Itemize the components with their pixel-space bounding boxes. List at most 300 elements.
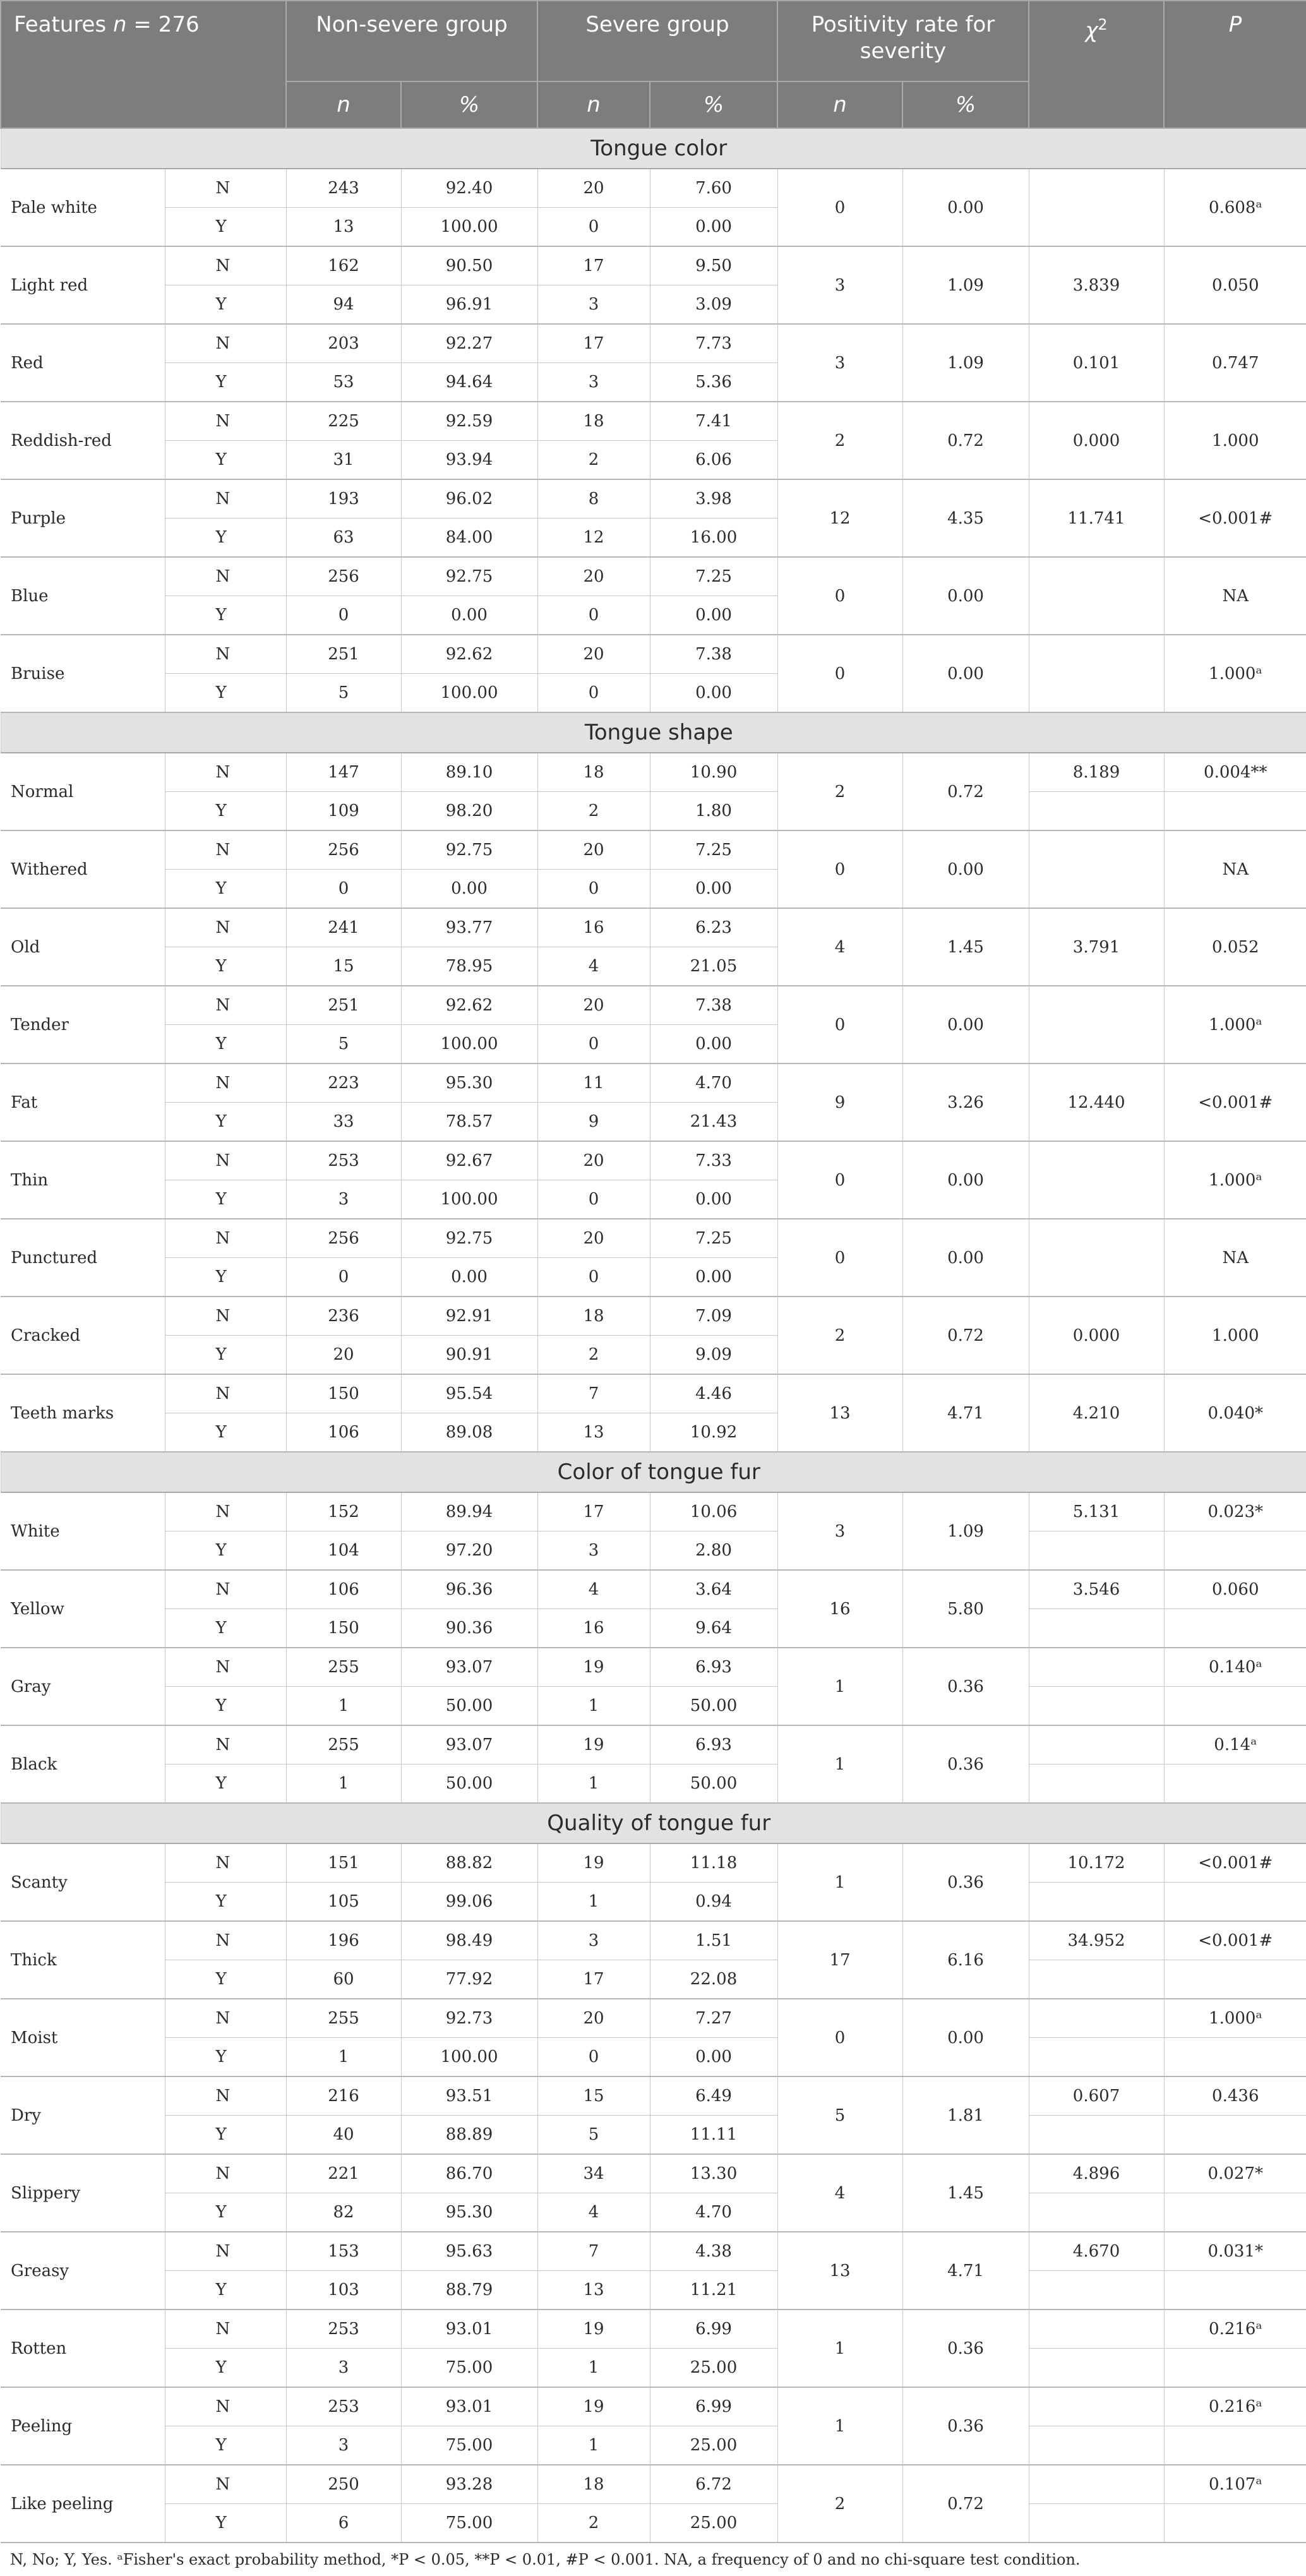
positivity-pct: 0.00 <box>902 830 1029 908</box>
value-cell: 95.30 <box>401 1063 537 1103</box>
positivity-pct: 0.36 <box>902 1725 1029 1803</box>
table-row <box>1 2349 1306 2388</box>
positivity-n: 9 <box>777 1063 902 1141</box>
feature-name: Teeth marks <box>1 1374 165 1452</box>
value-cell: 100.00 <box>401 1180 537 1219</box>
value-cell: 20 <box>537 169 650 208</box>
value-cell: 3 <box>537 1921 650 1960</box>
table-row <box>1 1764 1306 1804</box>
positivity-pct: 1.45 <box>902 2154 1029 2232</box>
p-value: 0.436 <box>1164 2076 1306 2116</box>
positivity-pct: 0.72 <box>902 402 1029 479</box>
value-cell: 221 <box>286 2154 401 2193</box>
value-cell: 0 <box>286 870 401 909</box>
positivity-n: 4 <box>777 908 902 986</box>
positivity-n: 1 <box>777 2309 902 2387</box>
feature-name: Light red <box>1 246 165 324</box>
answer-label: N <box>165 1063 286 1103</box>
value-cell: 4.70 <box>650 2193 777 2232</box>
answer-label: Y <box>165 1258 286 1297</box>
positivity-pct: 4.35 <box>902 479 1029 557</box>
value-cell: 0 <box>537 674 650 713</box>
value-cell: 3 <box>537 285 650 325</box>
feature-name: Pale white <box>1 169 165 246</box>
table-row <box>1 1063 1306 1103</box>
positivity-pct: 1.81 <box>902 2076 1029 2154</box>
chi2-value: 8.189 <box>1029 753 1164 792</box>
feature-name: Punctured <box>1 1219 165 1297</box>
empty-cell <box>1164 1764 1306 1804</box>
chi2-value <box>1029 1648 1164 1687</box>
empty-cell <box>1164 1687 1306 1726</box>
value-cell: 3 <box>286 1180 401 1219</box>
empty-cell <box>1029 2193 1164 2232</box>
value-cell: 17 <box>537 324 650 363</box>
value-cell: 7.73 <box>650 324 777 363</box>
empty-cell <box>1164 2426 1306 2465</box>
value-cell: 20 <box>537 986 650 1025</box>
value-cell: 0 <box>537 1258 650 1297</box>
table-row <box>1 246 1306 285</box>
positivity-n: 1 <box>777 1725 902 1803</box>
section-row <box>1 712 1306 753</box>
section-title: Tongue color <box>1 128 1306 169</box>
table-row <box>1 1492 1306 1531</box>
value-cell: 16.00 <box>650 518 777 558</box>
table-row <box>1 2193 1306 2232</box>
value-cell: 0 <box>537 1180 650 1219</box>
chi2-value <box>1029 2387 1164 2426</box>
value-cell: 50.00 <box>401 1764 537 1804</box>
answer-label: Y <box>165 1103 286 1142</box>
p-value: 0.107ᵃ <box>1164 2465 1306 2504</box>
table-row <box>1 1141 1306 1180</box>
answer-label: N <box>165 1219 286 1258</box>
value-cell: 40 <box>286 2116 401 2155</box>
value-cell: 19 <box>537 1725 650 1764</box>
positivity-n: 2 <box>777 753 902 830</box>
answer-label: N <box>165 1141 286 1180</box>
answer-label: Y <box>165 2193 286 2232</box>
positivity-n: 0 <box>777 635 902 712</box>
positivity-n: 0 <box>777 1141 902 1219</box>
table-footnote: N, No; Y, Yes. ᵃFisher's exact probability method, *P < 0.05, **P < 0.01, #P < 0.001. NA, a frequency of 0 and no chi-square test condition. <box>10 2551 1081 2568</box>
value-cell: 99.06 <box>401 1883 537 1922</box>
empty-cell <box>1029 792 1164 831</box>
value-cell: 15 <box>537 2076 650 2116</box>
value-cell: 4 <box>537 947 650 986</box>
value-cell: 0.00 <box>401 1258 537 1297</box>
value-cell: 20 <box>537 557 650 596</box>
value-cell: 2 <box>537 792 650 831</box>
value-cell: 34 <box>537 2154 650 2193</box>
positivity-n: 0 <box>777 1999 902 2076</box>
positivity-pct: 0.00 <box>902 1999 1029 2076</box>
value-cell: 100.00 <box>401 1025 537 1064</box>
value-cell: 93.07 <box>401 1725 537 1764</box>
feature-name: Purple <box>1 479 165 557</box>
value-cell: 92.75 <box>401 830 537 870</box>
subheader-cell: n <box>777 81 902 128</box>
header-positivity-rate: Positivity rate for severity <box>777 1 1029 81</box>
section-title: Tongue shape <box>1 712 1306 753</box>
value-cell: 250 <box>286 2465 401 2504</box>
answer-label: N <box>165 246 286 285</box>
value-cell: 0 <box>286 1258 401 1297</box>
p-value: 1.000ᵃ <box>1164 1999 1306 2038</box>
feature-name: Reddish-red <box>1 402 165 479</box>
value-cell: 17 <box>537 1960 650 1999</box>
value-cell: 7.09 <box>650 1297 777 1336</box>
p-value: <0.001# <box>1164 1843 1306 1883</box>
empty-cell <box>1029 1883 1164 1922</box>
positivity-pct: 4.71 <box>902 1374 1029 1452</box>
p-value: 0.216ᵃ <box>1164 2309 1306 2349</box>
header-chi-symbol: χ <box>1085 18 1098 44</box>
value-cell: 93.07 <box>401 1648 537 1687</box>
table-row <box>1 479 1306 518</box>
p-value: 0.050 <box>1164 246 1306 324</box>
value-cell: 16 <box>537 1609 650 1648</box>
value-cell: 7.60 <box>650 169 777 208</box>
value-cell: 0 <box>537 1025 650 1064</box>
table-row <box>1 1648 1306 1687</box>
positivity-n: 2 <box>777 402 902 479</box>
value-cell: 0.00 <box>401 596 537 635</box>
feature-name: Tender <box>1 986 165 1063</box>
value-cell: 75.00 <box>401 2504 537 2543</box>
answer-label: Y <box>165 674 286 713</box>
value-cell: 20 <box>537 1141 650 1180</box>
value-cell: 22.08 <box>650 1960 777 1999</box>
table-row <box>1 1883 1306 1922</box>
value-cell: 151 <box>286 1843 401 1883</box>
table-body <box>1 128 1306 2543</box>
chi2-value <box>1029 1219 1164 1297</box>
value-cell: 109 <box>286 792 401 831</box>
value-cell: 15 <box>286 947 401 986</box>
empty-cell <box>1164 2193 1306 2232</box>
value-cell: 89.08 <box>401 1413 537 1453</box>
table-row <box>1 324 1306 363</box>
answer-label: Y <box>165 1531 286 1571</box>
chi2-value: 3.839 <box>1029 246 1164 324</box>
feature-name: Fat <box>1 1063 165 1141</box>
empty-cell <box>1164 2349 1306 2388</box>
value-cell: 92.62 <box>401 635 537 674</box>
value-cell: 3 <box>286 2349 401 2388</box>
positivity-n: 0 <box>777 830 902 908</box>
value-cell: 94.64 <box>401 363 537 402</box>
value-cell: 203 <box>286 324 401 363</box>
value-cell: 50.00 <box>650 1687 777 1726</box>
value-cell: 5 <box>286 674 401 713</box>
value-cell: 92.62 <box>401 986 537 1025</box>
table-row <box>1 908 1306 947</box>
positivity-pct: 1.09 <box>902 324 1029 402</box>
answer-label: Y <box>165 1609 286 1648</box>
value-cell: 63 <box>286 518 401 558</box>
feature-name: Yellow <box>1 1570 165 1648</box>
value-cell: 255 <box>286 1648 401 1687</box>
answer-label: N <box>165 2309 286 2349</box>
value-cell: 162 <box>286 246 401 285</box>
table-row <box>1 1374 1306 1413</box>
value-cell: 11.21 <box>650 2271 777 2310</box>
p-value: 0.747 <box>1164 324 1306 402</box>
chi2-value <box>1029 1999 1164 2038</box>
value-cell: 4.38 <box>650 2232 777 2271</box>
value-cell: 13.30 <box>650 2154 777 2193</box>
value-cell: 0 <box>537 870 650 909</box>
answer-label: Y <box>165 1960 286 1999</box>
value-cell: 7 <box>537 2232 650 2271</box>
feature-name: Bruise <box>1 635 165 712</box>
value-cell: 20 <box>537 635 650 674</box>
chi2-value: 4.210 <box>1029 1374 1164 1452</box>
chi2-value: 4.670 <box>1029 2232 1164 2271</box>
feature-name: Dry <box>1 2076 165 2154</box>
table-row <box>1 557 1306 596</box>
value-cell: 1.51 <box>650 1921 777 1960</box>
feature-name: Old <box>1 908 165 986</box>
chi2-value <box>1029 169 1164 246</box>
positivity-n: 2 <box>777 1297 902 1374</box>
positivity-n: 3 <box>777 246 902 324</box>
value-cell: 6.72 <box>650 2465 777 2504</box>
positivity-n: 0 <box>777 557 902 635</box>
value-cell: 9.64 <box>650 1609 777 1648</box>
value-cell: 0.00 <box>650 1025 777 1064</box>
value-cell: 31 <box>286 441 401 480</box>
positivity-pct: 5.80 <box>902 1570 1029 1648</box>
answer-label: N <box>165 2154 286 2193</box>
positivity-n: 3 <box>777 1492 902 1570</box>
value-cell: 223 <box>286 1063 401 1103</box>
value-cell: 3.09 <box>650 285 777 325</box>
value-cell: 25.00 <box>650 2349 777 2388</box>
value-cell: 60 <box>286 1960 401 1999</box>
value-cell: 4 <box>537 2193 650 2232</box>
empty-cell <box>1164 2504 1306 2543</box>
p-value: 0.060 <box>1164 1570 1306 1609</box>
subheader-cell: n <box>286 81 401 128</box>
answer-label: N <box>165 2465 286 2504</box>
value-cell: 11.18 <box>650 1843 777 1883</box>
value-cell: 6.23 <box>650 908 777 947</box>
value-cell: 0.00 <box>650 2038 777 2077</box>
value-cell: 255 <box>286 1725 401 1764</box>
value-cell: 89.10 <box>401 753 537 792</box>
answer-label: Y <box>165 792 286 831</box>
chi2-value: 11.741 <box>1029 479 1164 557</box>
value-cell: 1 <box>537 1883 650 1922</box>
table-row <box>1 2504 1306 2543</box>
value-cell: 3.98 <box>650 479 777 518</box>
answer-label: Y <box>165 1025 286 1064</box>
value-cell: 0 <box>537 596 650 635</box>
positivity-n: 0 <box>777 986 902 1063</box>
chi2-value: 0.607 <box>1029 2076 1164 2116</box>
table-row <box>1 2309 1306 2349</box>
positivity-pct: 0.00 <box>902 635 1029 712</box>
answer-label: N <box>165 2076 286 2116</box>
value-cell: 93.01 <box>401 2387 537 2426</box>
chi2-value: 5.131 <box>1029 1492 1164 1531</box>
value-cell: 19 <box>537 2309 650 2349</box>
value-cell: 18 <box>537 753 650 792</box>
chi2-value: 0.000 <box>1029 1297 1164 1374</box>
value-cell: 0 <box>537 2038 650 2077</box>
positivity-pct: 0.00 <box>902 1219 1029 1297</box>
positivity-pct: 0.00 <box>902 169 1029 246</box>
positivity-pct: 0.72 <box>902 1297 1029 1374</box>
empty-cell <box>1029 1687 1164 1726</box>
value-cell: 96.91 <box>401 285 537 325</box>
header-chi-sup: 2 <box>1098 16 1108 33</box>
p-value: 0.031* <box>1164 2232 1306 2271</box>
positivity-pct: 1.09 <box>902 1492 1029 1570</box>
feature-name: Thick <box>1 1921 165 1999</box>
value-cell: 9 <box>537 1103 650 1142</box>
value-cell: 196 <box>286 1921 401 1960</box>
empty-cell <box>1164 2271 1306 2310</box>
feature-name: Greasy <box>1 2232 165 2309</box>
value-cell: 255 <box>286 1999 401 2038</box>
value-cell: 0.00 <box>401 870 537 909</box>
answer-label: Y <box>165 947 286 986</box>
section-row <box>1 1803 1306 1843</box>
header-non-severe-group: Non-severe group <box>286 1 537 81</box>
feature-name: Scanty <box>1 1843 165 1921</box>
value-cell: 92.59 <box>401 402 537 441</box>
feature-name: Withered <box>1 830 165 908</box>
answer-label: N <box>165 2232 286 2271</box>
value-cell: 95.30 <box>401 2193 537 2232</box>
answer-label: N <box>165 1297 286 1336</box>
positivity-pct: 1.45 <box>902 908 1029 986</box>
value-cell: 3 <box>537 363 650 402</box>
chi2-value <box>1029 557 1164 635</box>
chi2-value <box>1029 830 1164 908</box>
value-cell: 7.27 <box>650 1999 777 2038</box>
value-cell: 92.73 <box>401 1999 537 2038</box>
value-cell: 7.38 <box>650 635 777 674</box>
value-cell: 152 <box>286 1492 401 1531</box>
table-row <box>1 2232 1306 2271</box>
empty-cell <box>1164 1883 1306 1922</box>
value-cell: 104 <box>286 1531 401 1571</box>
feature-name: Thin <box>1 1141 165 1219</box>
answer-label: Y <box>165 1180 286 1219</box>
p-value: 0.140ᵃ <box>1164 1648 1306 1687</box>
value-cell: 216 <box>286 2076 401 2116</box>
value-cell: 78.95 <box>401 947 537 986</box>
value-cell: 253 <box>286 1141 401 1180</box>
value-cell: 84.00 <box>401 518 537 558</box>
value-cell: 33 <box>286 1103 401 1142</box>
value-cell: 92.67 <box>401 1141 537 1180</box>
positivity-n: 17 <box>777 1921 902 1999</box>
value-cell: 5.36 <box>650 363 777 402</box>
value-cell: 13 <box>537 2271 650 2310</box>
value-cell: 251 <box>286 986 401 1025</box>
value-cell: 92.91 <box>401 1297 537 1336</box>
feature-name: White <box>1 1492 165 1570</box>
answer-label: N <box>165 1725 286 1764</box>
value-cell: 95.63 <box>401 2232 537 2271</box>
value-cell: 7.25 <box>650 1219 777 1258</box>
positivity-pct: 0.36 <box>902 2387 1029 2465</box>
p-value: 1.000ᵃ <box>1164 1141 1306 1219</box>
p-value: 0.052 <box>1164 908 1306 986</box>
answer-label: Y <box>165 596 286 635</box>
value-cell: 1 <box>537 2426 650 2465</box>
table-row <box>1 1570 1306 1609</box>
value-cell: 241 <box>286 908 401 947</box>
chi2-value: 3.546 <box>1029 1570 1164 1609</box>
value-cell: 88.82 <box>401 1843 537 1883</box>
chi2-value <box>1029 635 1164 712</box>
value-cell: 236 <box>286 1297 401 1336</box>
value-cell: 4.46 <box>650 1374 777 1413</box>
value-cell: 1 <box>286 1687 401 1726</box>
value-cell: 96.36 <box>401 1570 537 1609</box>
value-cell: 5 <box>537 2116 650 2155</box>
value-cell: 0.00 <box>650 1258 777 1297</box>
table-row <box>1 1725 1306 1764</box>
value-cell: 93.01 <box>401 2309 537 2349</box>
positivity-n: 0 <box>777 169 902 246</box>
header-p-label: P <box>1228 12 1242 37</box>
feature-name: Moist <box>1 1999 165 2076</box>
header-p <box>1164 1 1306 128</box>
positivity-pct: 0.72 <box>902 753 1029 830</box>
positivity-n: 12 <box>777 479 902 557</box>
positivity-n: 1 <box>777 1648 902 1725</box>
value-cell: 21.43 <box>650 1103 777 1142</box>
answer-label: Y <box>165 2038 286 2077</box>
value-cell: 0.00 <box>650 596 777 635</box>
value-cell: 150 <box>286 1374 401 1413</box>
answer-label: N <box>165 557 286 596</box>
p-value: 0.004** <box>1164 753 1306 792</box>
answer-label: N <box>165 1843 286 1883</box>
value-cell: 1 <box>537 1687 650 1726</box>
value-cell: 147 <box>286 753 401 792</box>
chi2-value <box>1029 2465 1164 2504</box>
value-cell: 0.00 <box>650 674 777 713</box>
empty-cell <box>1029 2426 1164 2465</box>
answer-label: N <box>165 1374 286 1413</box>
answer-label: Y <box>165 2271 286 2310</box>
table-row <box>1 2387 1306 2426</box>
value-cell: 1 <box>286 2038 401 2077</box>
subheader-cell: % <box>401 81 537 128</box>
value-cell: 1.80 <box>650 792 777 831</box>
value-cell: 19 <box>537 2387 650 2426</box>
chi2-value: 3.791 <box>1029 908 1164 986</box>
table-row <box>1 1960 1306 1999</box>
feature-name: Red <box>1 324 165 402</box>
value-cell: 256 <box>286 830 401 870</box>
p-value: 1.000ᵃ <box>1164 986 1306 1063</box>
value-cell: 7.25 <box>650 830 777 870</box>
positivity-n: 13 <box>777 2232 902 2309</box>
p-value: 0.608ᵃ <box>1164 169 1306 246</box>
table-row <box>1 402 1306 441</box>
feature-name: Gray <box>1 1648 165 1725</box>
